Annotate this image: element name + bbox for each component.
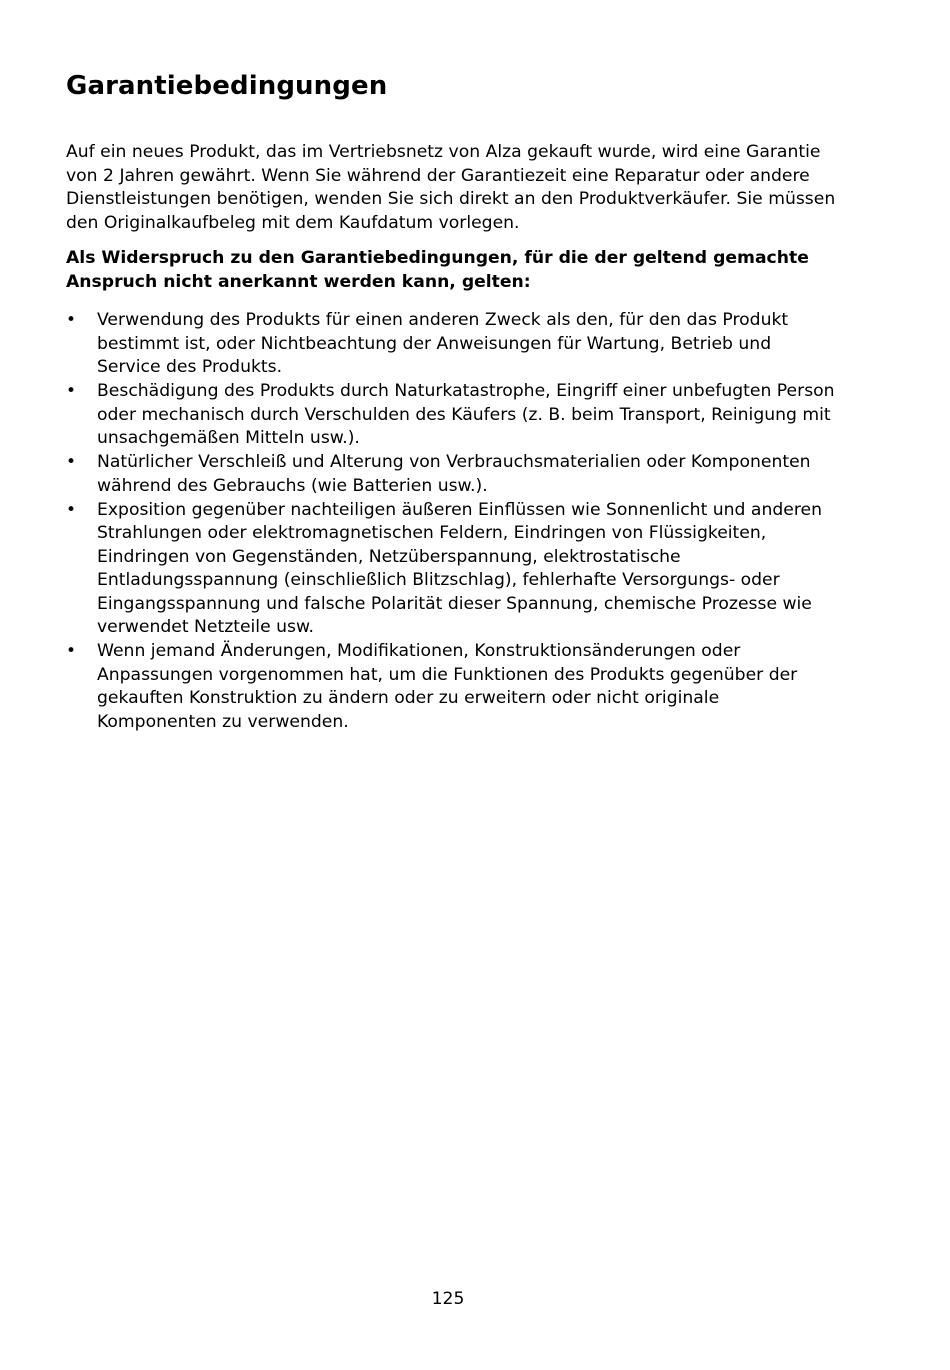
page-title: Garantiebedingungen <box>66 71 388 101</box>
list-item-text: Wenn jemand Änderungen, Modifikationen, Konstruktionsänderungen oder Anpassungen vorgenommen hat, um die Funktionen des Produkts gegenüber der gekauften Konstruktion zu ändern oder zu erweitern oder nicht originale Komponenten zu verwenden. <box>97 641 798 732</box>
list-item <box>66 640 836 734</box>
list-item-text: Beschädigung des Produkts durch Naturkatastrophe, Eingriff einer unbefugten Person oder mechanisch durch Verschulden des Käufers (z. B. beim Transport, Reinigung mit unsachgemäßen Mitteln usw.). <box>97 381 835 448</box>
bullet-icon: • <box>66 310 77 330</box>
conditions-heading: Als Widerspruch zu den Garantiebedingungen, für die der geltend gemachte Anspruch nicht anerkannt werden kann, gelten: <box>66 248 809 292</box>
bullet-icon: • <box>66 641 77 661</box>
intro-paragraph: Auf ein neues Produkt, das im Vertriebsnetz von Alza gekauft wurde, wird eine Garantie von 2 Jahren gewährt. Wenn Sie während der Garantiezeit eine Reparatur oder andere Dienstleistungen benötigen, wenden Sie sich direkt an den Produktverkäufer. Sie müssen den Originalkaufbeleg mit dem Kaufdatum vorlegen. <box>66 142 836 233</box>
list-item-text: Exposition gegenüber nachteiligen äußeren Einflüssen wie Sonnenlicht und anderen Strahlungen oder elektromagnetischen Feldern, Eindringen von Flüssigkeiten, Eindringen von Gegenständen, Netzüberspannung, elektrostatische Entladungsspannung (einschließlich Blitzschlag), fehlerhafte Versorgungs- oder Eingangsspannung und falsche Polarität dieser Spannung, chemische Prozesse wie verwendet Netzteile usw. <box>97 499 822 637</box>
page-number: 125 <box>431 1289 465 1309</box>
list-item <box>66 499 836 640</box>
bullet-icon: • <box>66 381 77 401</box>
list-item <box>66 380 836 451</box>
list-item-text: Verwendung des Produkts für einen anderen Zweck als den, für den das Produkt bestimmt ist, oder Nichtbeachtung der Anweisungen für Wartung, Betrieb und Service des Produkts. <box>97 310 789 377</box>
bullet-icon: • <box>66 499 77 520</box>
list-item <box>66 309 836 380</box>
list-item-text: Natürlicher Verschleiß und Alterung von Verbrauchsmaterialien oder Komponenten während des Gebrauchs (wie Batterien usw.). <box>97 452 811 496</box>
warranty-exclusions-list <box>66 309 836 735</box>
list-item <box>66 451 836 498</box>
bullet-icon: • <box>66 452 77 472</box>
